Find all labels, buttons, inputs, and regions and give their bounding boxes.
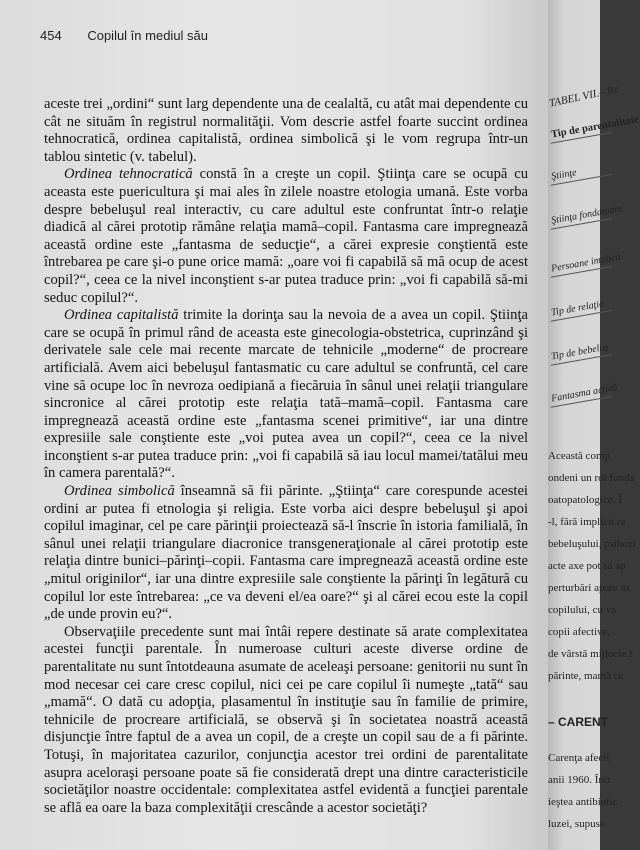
term-simbolica: Ordinea simbolică [64, 483, 175, 500]
page-number: 454 [40, 28, 62, 43]
text-line: perturbări apare as [548, 582, 630, 594]
table-row: Fantasma activă [548, 381, 612, 408]
text-line: ieştea antibiotic [548, 796, 618, 808]
paragraph-intro: aceste trei „ordini“ sunt larg dependente una de cealaltă, cu atât mai dependente cu cât ne situăm în registrul normalităţii. Vom descrie astfel foarte succint ordinea tehnocratică, ordinea capitalistă, ordinea simbolică şi le vom regrupa într-un tablou sintetic (v. tabelul). [44, 96, 528, 165]
table-row: Ştiinţe [548, 159, 612, 186]
text-line: părinte, mamă ce [548, 670, 624, 682]
paragraph-tehnocratica: Ordinea tehnocratică constă în a creşte un copil. Ştiinţa care se ocupă cu aceasta este puericultura şi mai ales în zilele noastre etologia umană. Este vorba despre bebeluşul real interactiv, cu care adultul este confruntat într-o relaţie diadică al cărei prototip rămâne relaţia mamă–copil. Fantasma care impregnează această ordine este „fantasma de seducţie“, a cărei expresie conştientă este întrebarea pe care şi-o pune orice mamă: „oare voi fi capabilă să mă ocup de acest copil?“, ceea ce la nivel inconştient s-ar putea traduce prin: „voi fi capabilă să-mi seduc copilul?“. [44, 166, 528, 306]
text-line: oatopatologice. Î [548, 494, 622, 506]
text-line: Această comp [548, 450, 610, 462]
text-line: de vârstă mijlocie f [548, 648, 633, 660]
term-capitalista: Ordinea capitalistă [64, 307, 179, 324]
table-row: Tip de relaţie [548, 295, 612, 322]
text-line: -l, fără implicit re [548, 516, 626, 528]
table-title: TABEL VII.– Re [548, 83, 620, 110]
term-tehnocratica: Ordinea tehnocratică [64, 166, 193, 183]
paragraph-capitalista: Ordinea capitalistă trimite la dorinţa sau la nevoia de a avea un copil. Ştiinţa care se ocupă în primul rând de aceasta este ginecologia-obstetrica, cuprinzând şi derivatele sale cele mai recente marcate de tehnicile „moderne“ de procreare artificială. Avem aici bebeluşul fantasmatic cu care adultul se confruntă, cel care vine să ocupe loc în nevroza oedipiană a fiecăruia în sânul unei relaţii triangulare sincronice al cărei prototip este relaţia tată–mamă–copil. Fantasma care impregnează această ordine este „fantasma scenei primitive“, iar una dintre expresiile sale conştiente este „voi putea avea un copil?“, ceea ce la nivel inconştient s-ar putea traduce prin: „voi fi capabilă să iau locul mamei/tatălui meu în camera parentală?“. [44, 307, 528, 482]
page-header [40, 28, 528, 43]
paragraph-observatii: Observaţiile precedente sunt mai întâi repere destinate să arate complexitatea acestei funcţii parentale. În numeroase culturi aceste diverse ordine de parentalitate nu sunt întotdeauna asumate de aceleaşi persoane: genitorii nu sunt în mod necesar cei care cresc copilul, nici cei pe care copilul îi numeşte „tată“ sau „mamă“. O dată cu adopţia, plasamentul în instituţie sau în familie de primire, tehnicile de procreare artificială, se observă şi în societatea noastră această disjuncţie între faptul de a avea un copil, de a creşte un copil sau de a fi părinte. Totuşi, în majoritatea cazurilor, conjuncţia acestor trei ordini de parentalitate asupra aceloraşi persoane poate să fie considerată drept una dintre caracteristicile societăţilor noastre occidentale: complexitatea astfel evidentă a funcţiei parentale se află ea oare la baza complexităţii crescânde a acestor societăţi? [44, 623, 528, 816]
table-row: Tip de bebeluş [548, 339, 612, 366]
running-title: Copilul în mediul său [87, 28, 209, 43]
table-row-header: Tip de parentalitate [548, 117, 612, 144]
text-line: copii afective, [548, 626, 611, 638]
text-line: luzei, supuse [548, 818, 605, 830]
paragraph-simbolica: Ordinea simbolică înseamnă să fii părinte. „Ştiinţa“ care corespunde acestei ordini ar putea fi etnologia şi religia. Este vorba aici despre bebeluşul şi apoi copilul imaginar, cel pe care părinţii proiectează să-l înscrie în istoria familială, în sânul unei relaţii triangulare diacronice transgeneraţionale al cărei prototip este relaţia dintre bunici–părinţi–copii. Fantasma care impregnează această ordine este „mitul originilor“, iar una dintre expresiile sale conştiente la părinţi în legătură cu copilul lor este întrebarea: „ce va deveni el/ea oare?“ şi al cărei ecou este la copil „de unde provin eu?“. [44, 483, 528, 623]
adjacent-page [548, 0, 640, 850]
text-line: bebeluşului, psihozi [548, 538, 636, 550]
page-body [44, 96, 528, 817]
text-line: anii 1960. Într [548, 774, 611, 786]
section-heading: – CARENT [548, 715, 609, 729]
table-row: Persoane implica [548, 251, 612, 278]
table-row: Ştiinţa fondatoare [548, 203, 612, 230]
text-line: ondeni un rol funda [548, 472, 635, 484]
text-line: copilului, cu va [548, 604, 617, 616]
text-line: acte axe pot să ap [548, 560, 626, 572]
text-line: Carenţa afecti [548, 752, 610, 764]
